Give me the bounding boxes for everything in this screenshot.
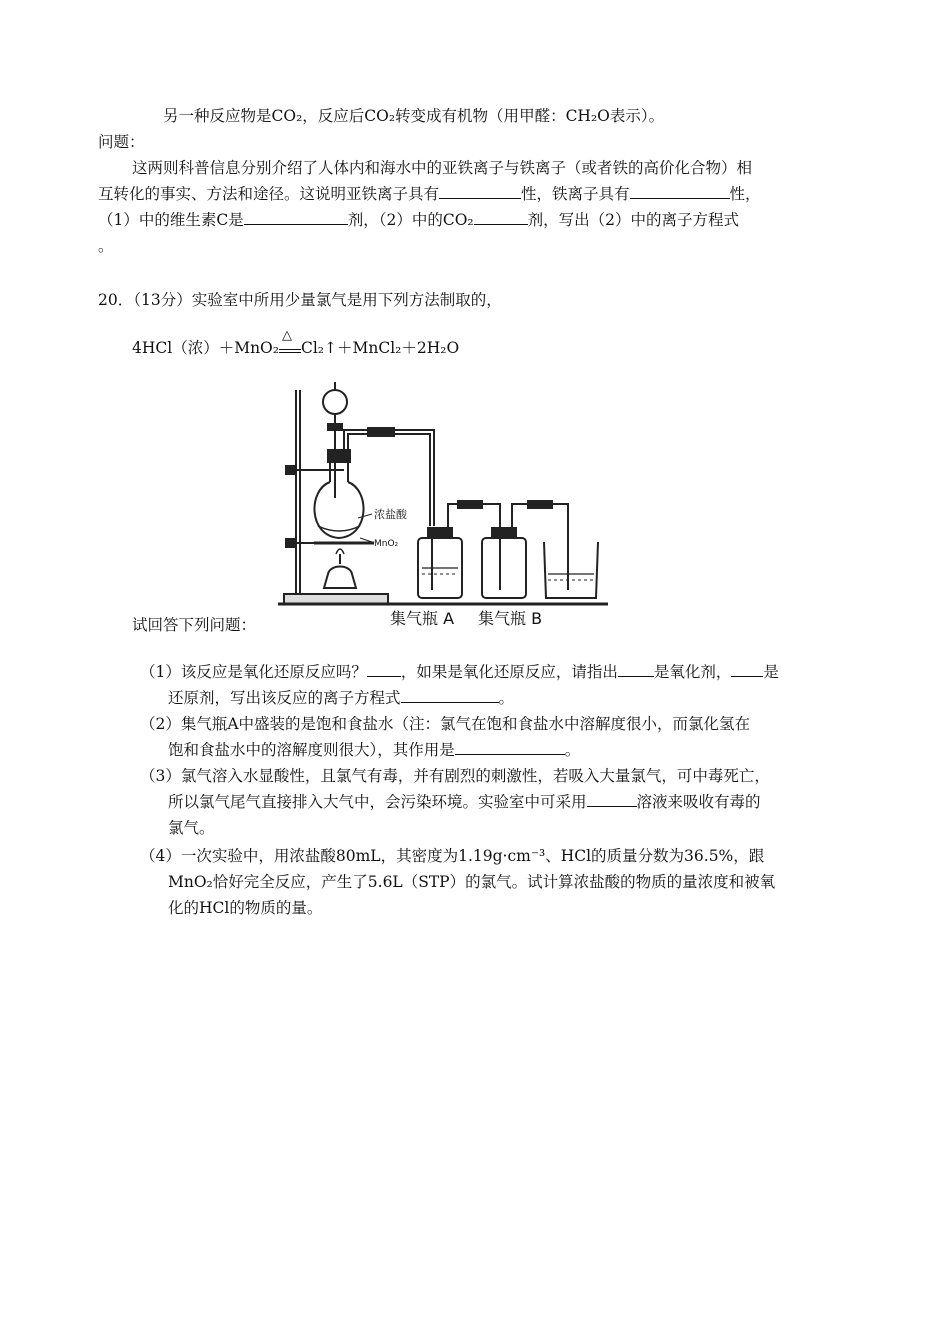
- text-span: （1）该反应是氧化还原反应吗？: [140, 663, 367, 681]
- label-leader: [358, 514, 372, 518]
- answer-blank-ionic-equation[interactable]: [401, 688, 499, 703]
- sub-question-1-line-2: [168, 688, 514, 708]
- answer-blank-is-redox[interactable]: [367, 662, 401, 677]
- label-hydrochloric-acid: 浓盐酸: [374, 508, 407, 521]
- equation-reactants: 4HCl（浓）＋MnO₂: [132, 339, 279, 357]
- heat-symbol: △: [281, 328, 292, 343]
- text-span: 溶液来吸收有毒的: [636, 793, 761, 811]
- intro-paragraph-line-1: 这两则科普信息分别介绍了人体内和海水中的亚铁离子与铁离子（或者铁的高价化合物）相: [132, 159, 753, 177]
- sub-question-4-line-2: MnO₂恰好完全反应，产生了5.6L（STP）的氯气。试计算浓盐酸的物质的量浓度和被氧: [168, 873, 776, 891]
- reaction-equation: [132, 328, 460, 358]
- sub-question-1: [140, 662, 779, 682]
- intro-paragraph-line-3: [98, 210, 739, 230]
- sub-question-4: （4）一次实验中，用浓盐酸80mL，其密度为1.19g·cm⁻³、HCl的质量分数为36.5%，跟: [140, 847, 765, 865]
- text-span: 所以氯气尾气直接排入大气中，会污染环境。实验室中可采用: [168, 793, 587, 811]
- bottle-b-stopper: [492, 528, 516, 538]
- text-span: 是: [763, 663, 779, 681]
- answer-blank-vitamin-c[interactable]: [244, 210, 348, 225]
- sub-question-3-line-3: 氯气。: [168, 819, 215, 837]
- text-span: ，如果是氧化还原反应，请指出: [400, 663, 618, 681]
- text-span: 剂，写出（2）中的离子方程式: [527, 211, 740, 229]
- answer-blank-co2[interactable]: [474, 210, 528, 225]
- sub-question-2: （2）集气瓶A中盛装的是饱和食盐水（注：氯气在饱和食盐水中溶解度很小，而氯化氢在: [140, 715, 751, 733]
- text-span: （1）中的维生素C是: [98, 211, 244, 229]
- answer-blank-oxidant[interactable]: [618, 662, 654, 677]
- label-mno2: MnO₂: [374, 539, 399, 549]
- sub-question-4-line-3: 化的HCl的物质的量。: [168, 899, 323, 917]
- funnel-stopcock: [328, 424, 342, 430]
- flask-stopper: [328, 450, 350, 462]
- gas-bottle-b: [482, 538, 526, 598]
- rubber-connector: [368, 428, 394, 436]
- text-span: 剂，（2）中的CO₂: [347, 211, 474, 229]
- text-span: 还原剂，写出该反应的离子方程式: [168, 689, 401, 707]
- intro-line-1: 另一种反应物是CO₂，反应后CO₂转变成有机物（用甲醛：CH₂O表示）。: [163, 107, 665, 125]
- clamp-knob: [286, 539, 294, 547]
- sub-question-3: （3）氯气溶入水显酸性，且氯气有毒，并有剧烈的刺激性，若吸入大量氯气，可中毒死亡，: [140, 767, 770, 785]
- intro-paragraph-line-2: [98, 184, 761, 204]
- clamp-knob: [286, 466, 294, 474]
- text-span: 。: [564, 741, 581, 759]
- caption-bottle-a: 集气瓶 A: [390, 609, 455, 628]
- question-heading: 问题：: [98, 133, 145, 151]
- flame: [336, 549, 344, 554]
- prompt-answer-following: 试回答下列问题：: [132, 616, 257, 634]
- label-leader: [360, 538, 372, 542]
- separatory-funnel-bulb: [323, 390, 347, 414]
- answer-blank-bottle-a-function[interactable]: [455, 740, 565, 755]
- text-span: 饱和食盐水中的溶解度则很大），其作用是: [168, 741, 455, 759]
- sub-question-2-line-2: [168, 740, 580, 760]
- text-span: 是氧化剂，: [653, 663, 732, 681]
- caption-bottle-b: 集气瓶 B: [478, 609, 543, 628]
- round-bottom-flask: [314, 482, 363, 538]
- answer-blank-reductant[interactable]: [731, 662, 763, 677]
- text-span: 性，铁离子具有: [521, 185, 630, 203]
- equation-arrow: [279, 328, 301, 353]
- equation-products: Cl₂↑＋MnCl₂＋2H₂O: [300, 339, 460, 357]
- question-20-title: 20．（13分）实验室中所用少量氯气是用下列方法制取的，: [98, 291, 502, 309]
- rubber-connector: [528, 501, 552, 508]
- answer-blank-ferrous-property[interactable]: [439, 184, 521, 199]
- alcohol-lamp: [324, 567, 356, 589]
- answer-blank-absorbing-solution[interactable]: [587, 792, 637, 807]
- text-span: 性，: [729, 185, 761, 203]
- chlorine-apparatus-diagram: [278, 378, 608, 633]
- text-span: 互转化的事实、方法和途径。这说明亚铁离子具有: [98, 185, 440, 203]
- rubber-connector: [458, 501, 482, 508]
- flask-liquid: [318, 526, 360, 531]
- equals-sign: [279, 349, 301, 353]
- beaker: [544, 542, 598, 598]
- intro-paragraph-line-4: 。: [98, 237, 114, 255]
- answer-blank-ferric-property[interactable]: [630, 184, 730, 199]
- sub-question-3-line-2: [168, 792, 761, 812]
- outlet-tube: [512, 504, 568, 590]
- text-span: 。: [498, 689, 515, 707]
